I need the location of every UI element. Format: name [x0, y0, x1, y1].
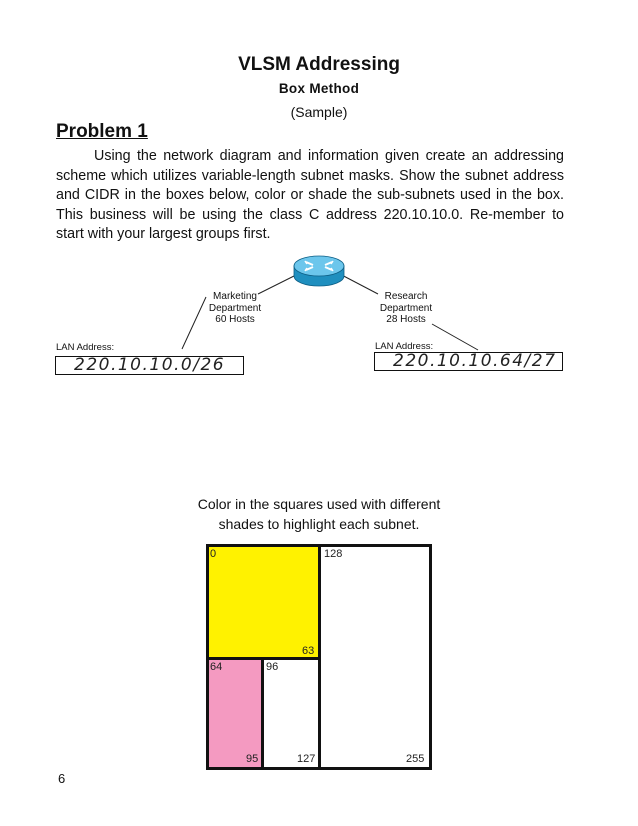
problem-heading: Problem 1	[56, 121, 148, 142]
instructions-line-1: Color in the squares used with different	[197, 496, 441, 512]
subnet-cell-0-63	[206, 544, 321, 661]
instructions-line-2: shades to highlight each subnet.	[218, 516, 420, 532]
lan-address-value-left: 220.10.10.0/26	[74, 355, 226, 375]
cell-label-127: 127	[297, 753, 316, 765]
cell-label-64: 64	[210, 661, 223, 673]
lan-address-box-left	[55, 356, 244, 375]
lan-address-value-right: 220.10.10.64/27	[393, 351, 557, 371]
subnet-cell-128-255	[316, 544, 432, 770]
page-title: VLSM Addressing	[238, 54, 400, 75]
cell-label-255: 255	[406, 753, 425, 765]
research-dept: Department	[379, 302, 433, 314]
lan-address-box-right	[374, 352, 563, 371]
cell-label-63: 63	[302, 645, 315, 657]
sample-label: (Sample)	[290, 104, 348, 120]
router-icon	[294, 256, 344, 286]
lan-pointer-right	[432, 324, 478, 350]
box-instructions	[0, 494, 638, 534]
cell-label-95: 95	[246, 753, 259, 765]
marketing-department-label	[196, 291, 274, 326]
research-department-label	[367, 291, 445, 326]
research-hosts: 28 Hosts	[386, 314, 426, 325]
cell-label-0: 0	[210, 548, 217, 560]
marketing-name: Marketing	[213, 291, 257, 302]
lan-address-label-left: LAN Address:	[56, 342, 115, 353]
problem-paragraph: Using the network diagram and information given create an addressing scheme which utilizes variable-length subnet masks. Show the subnet address and CIDR in the boxes below, color or shade the sub-subnets used in the box. This business will be using the class C address 220.10.10.0. Re-member to start with your largest groups first.	[56, 148, 564, 242]
research-name: Research	[384, 291, 428, 302]
cell-label-96: 96	[266, 661, 279, 673]
lan-address-label-right: LAN Address:	[375, 341, 434, 352]
cell-label-128: 128	[324, 548, 343, 560]
marketing-dept: Department	[208, 302, 262, 314]
page-number: 6	[58, 771, 66, 786]
marketing-hosts: 60 Hosts	[215, 314, 255, 325]
page-subtitle: Box Method	[278, 81, 360, 96]
